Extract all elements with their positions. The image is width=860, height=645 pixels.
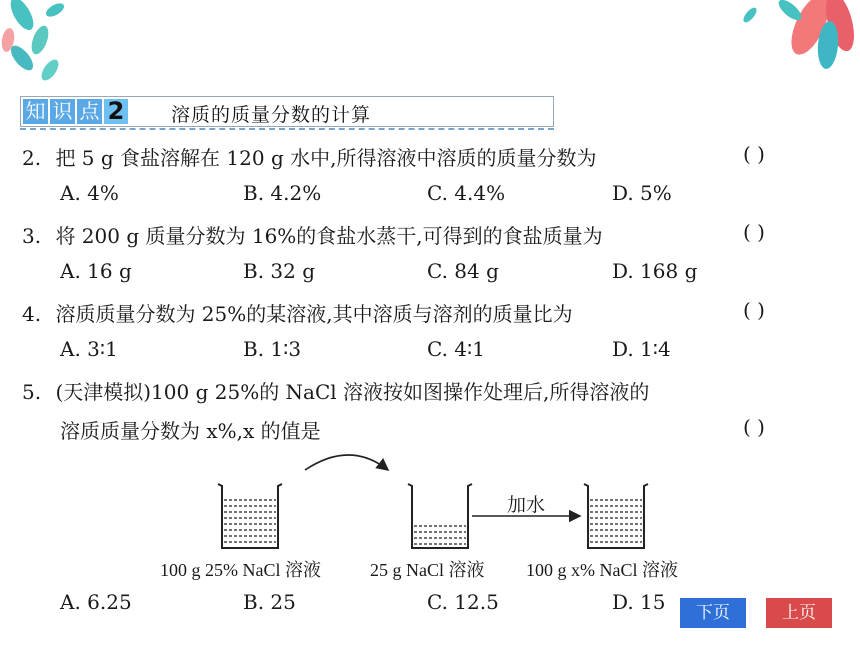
answer-bracket: ( ) <box>743 142 765 166</box>
answer-bracket: ( ) <box>743 415 765 439</box>
top-left-leaves-decoration <box>0 0 90 95</box>
badge-char: 点 <box>77 99 102 124</box>
knowledge-point-badge <box>23 99 128 124</box>
option-b: B. 4.2% <box>243 181 322 205</box>
option-a: A. 16 g <box>60 259 132 283</box>
add-water-label: 加水 <box>507 494 546 516</box>
beaker-2-caption: 25 g NaCl 溶液 <box>370 560 485 580</box>
beaker-3-caption: 100 g x% NaCl 溶液 <box>526 560 678 580</box>
option-d: D. 168 g <box>612 259 698 283</box>
option-c: C. 84 g <box>427 259 499 283</box>
option-b: B. 25 <box>243 590 296 614</box>
question-5 <box>22 376 649 405</box>
top-right-leaves-decoration <box>730 0 860 75</box>
beaker-1-caption: 100 g 25% NaCl 溶液 <box>160 560 321 580</box>
question-text: 溶质质量分数为 25%的某溶液,其中溶质与溶剂的质量比为 <box>55 302 573 326</box>
section-title: 溶质的质量分数的计算 <box>171 104 372 126</box>
option-c: C. 4∶1 <box>427 337 485 361</box>
option-b: B. 32 g <box>243 259 316 283</box>
question-number: 4. <box>22 302 42 326</box>
question-number: 5. <box>22 380 42 404</box>
question-text-line2: 溶质质量分数为 x%,x 的值是 <box>60 419 321 443</box>
next-page-button[interactable]: 下页 <box>680 598 746 628</box>
beaker-1 <box>218 484 282 548</box>
answer-bracket: ( ) <box>743 220 765 244</box>
question-4 <box>22 298 573 327</box>
question-text-line1: (天津模拟)100 g 25%的 NaCl 溶液按如图操作处理后,所得溶液的 <box>55 380 650 404</box>
option-c: C. 4.4% <box>427 181 506 205</box>
option-a: A. 4% <box>60 181 119 205</box>
option-d: D. 1∶4 <box>612 337 671 361</box>
option-a: A. 6.25 <box>60 590 132 614</box>
question-2 <box>22 142 596 171</box>
beaker-figure <box>150 448 730 558</box>
header-underline <box>20 128 554 130</box>
badge-number: 2 <box>104 99 128 124</box>
beaker-2 <box>408 484 472 548</box>
question-number: 3. <box>22 224 42 248</box>
badge-char: 识 <box>50 99 75 124</box>
question-text: 把 5 g 食盐溶解在 120 g 水中,所得溶液中溶质的质量分数为 <box>55 146 597 170</box>
badge-char: 知 <box>23 99 48 124</box>
prev-page-button[interactable]: 上页 <box>766 598 832 628</box>
question-3 <box>22 220 603 249</box>
option-a: A. 3∶1 <box>60 337 118 361</box>
option-d: D. 15 <box>612 590 666 614</box>
question-text: 将 200 g 质量分数为 16%的食盐水蒸干,可得到的食盐质量为 <box>55 224 603 248</box>
answer-bracket: ( ) <box>743 298 765 322</box>
option-b: B. 1∶3 <box>243 337 302 361</box>
beaker-3 <box>584 484 648 548</box>
question-number: 2. <box>22 146 42 170</box>
option-d: D. 5% <box>612 181 672 205</box>
section-header <box>20 96 554 127</box>
pour-arrow <box>305 455 388 470</box>
option-c: C. 12.5 <box>427 590 499 614</box>
